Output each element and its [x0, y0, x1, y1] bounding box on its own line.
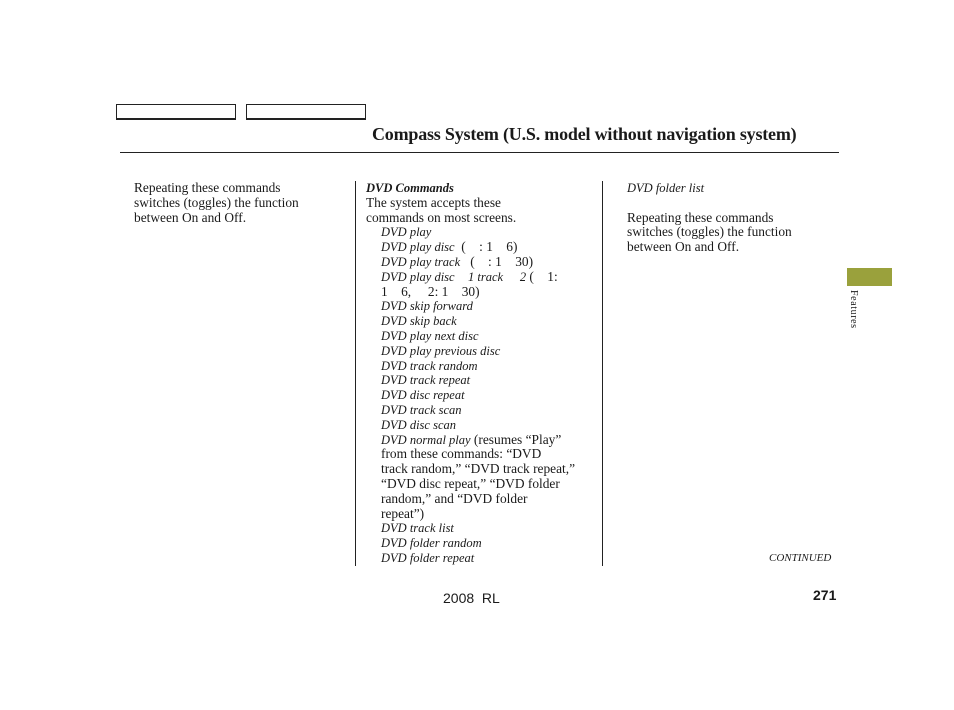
- cmd-prev-disc: DVD play previous disc: [381, 343, 501, 358]
- cmd-folder-list: DVD folder list: [627, 181, 705, 195]
- cmd-disc-scan: DVD disc scan: [381, 417, 456, 432]
- left-text-line: switches (toggles) the function: [134, 194, 299, 210]
- page-title: Compass System (U.S. model without navigation system): [372, 124, 797, 144]
- cmd-track-list: DVD track list: [381, 521, 454, 536]
- right-text-line: Repeating these commands: [627, 209, 774, 225]
- cmd-next-disc: DVD play next disc: [381, 328, 479, 343]
- nav-box-1: [116, 104, 236, 120]
- cmd-text: DVD play disc: [381, 240, 455, 255]
- normal-play-note: (resumes “Play”: [470, 431, 562, 447]
- cmd-dvd-play-disc: [381, 240, 602, 255]
- spacer: [627, 196, 837, 211]
- cmd-text: DVD play track: [381, 254, 461, 269]
- normal-play-note-line: repeat”): [381, 505, 425, 521]
- footer-model: 2008 RL: [443, 590, 500, 606]
- cmd-track-random: DVD track random: [381, 358, 478, 373]
- right-text-line: switches (toggles) the function: [627, 224, 792, 240]
- cmd-folder-repeat: DVD folder repeat: [381, 550, 475, 565]
- cmd-range: ( 1:: [526, 268, 558, 284]
- cmd-range-continued: 1 6, 2: 1 30): [381, 283, 480, 299]
- cmd-dvd-play-disc-track: [381, 270, 602, 285]
- cmd-track-scan: DVD track scan: [381, 402, 462, 417]
- column-left: [134, 181, 339, 225]
- cmd-range: ( : 1 30): [460, 253, 534, 269]
- page-number: 271: [813, 587, 837, 603]
- column-divider-2: [602, 181, 603, 566]
- cmd-range: ( : 1 6): [454, 239, 518, 255]
- cmd-text: 2: [519, 269, 527, 284]
- normal-play-note-line: random,” and “DVD folder: [381, 490, 528, 506]
- cmd-text: DVD normal play: [381, 432, 471, 447]
- intro-line: The system accepts these: [366, 194, 501, 210]
- left-text-line: between On and Off.: [134, 209, 247, 225]
- cmd-skip-forward: DVD skip forward: [381, 299, 473, 314]
- dvd-commands-heading: DVD Commands: [366, 181, 454, 195]
- left-text-line: Repeating these commands: [134, 180, 281, 195]
- cmd-skip-back: DVD skip back: [381, 314, 457, 329]
- normal-play-note-line: track random,” “DVD track repeat,”: [381, 461, 576, 477]
- cmd-folder-random: DVD folder random: [381, 536, 482, 551]
- normal-play-note-line: “DVD disc repeat,” “DVD folder: [381, 475, 560, 491]
- intro-line: commands on most screens.: [366, 209, 517, 225]
- column-middle: [366, 181, 602, 566]
- cmd-track-repeat: DVD track repeat: [381, 373, 471, 388]
- cmd-dvd-play-track: [381, 255, 602, 270]
- cmd-disc-repeat: DVD disc repeat: [381, 388, 465, 403]
- cmd-text: DVD play disc: [381, 269, 455, 284]
- column-right: [627, 181, 837, 255]
- right-text-line: between On and Off.: [627, 239, 740, 255]
- column-divider-1: [355, 181, 356, 566]
- cmd-text: 1 track: [468, 269, 504, 284]
- cmd-normal-play: [381, 433, 602, 448]
- normal-play-note-line: from these commands: “DVD: [381, 446, 542, 462]
- cmd-dvd-play: DVD play: [381, 225, 432, 240]
- nav-box-2: [246, 104, 366, 120]
- title-rule: [120, 152, 839, 153]
- section-tab-label: Features: [848, 290, 859, 329]
- section-tab: [847, 268, 892, 286]
- continued-label: CONTINUED: [769, 552, 832, 564]
